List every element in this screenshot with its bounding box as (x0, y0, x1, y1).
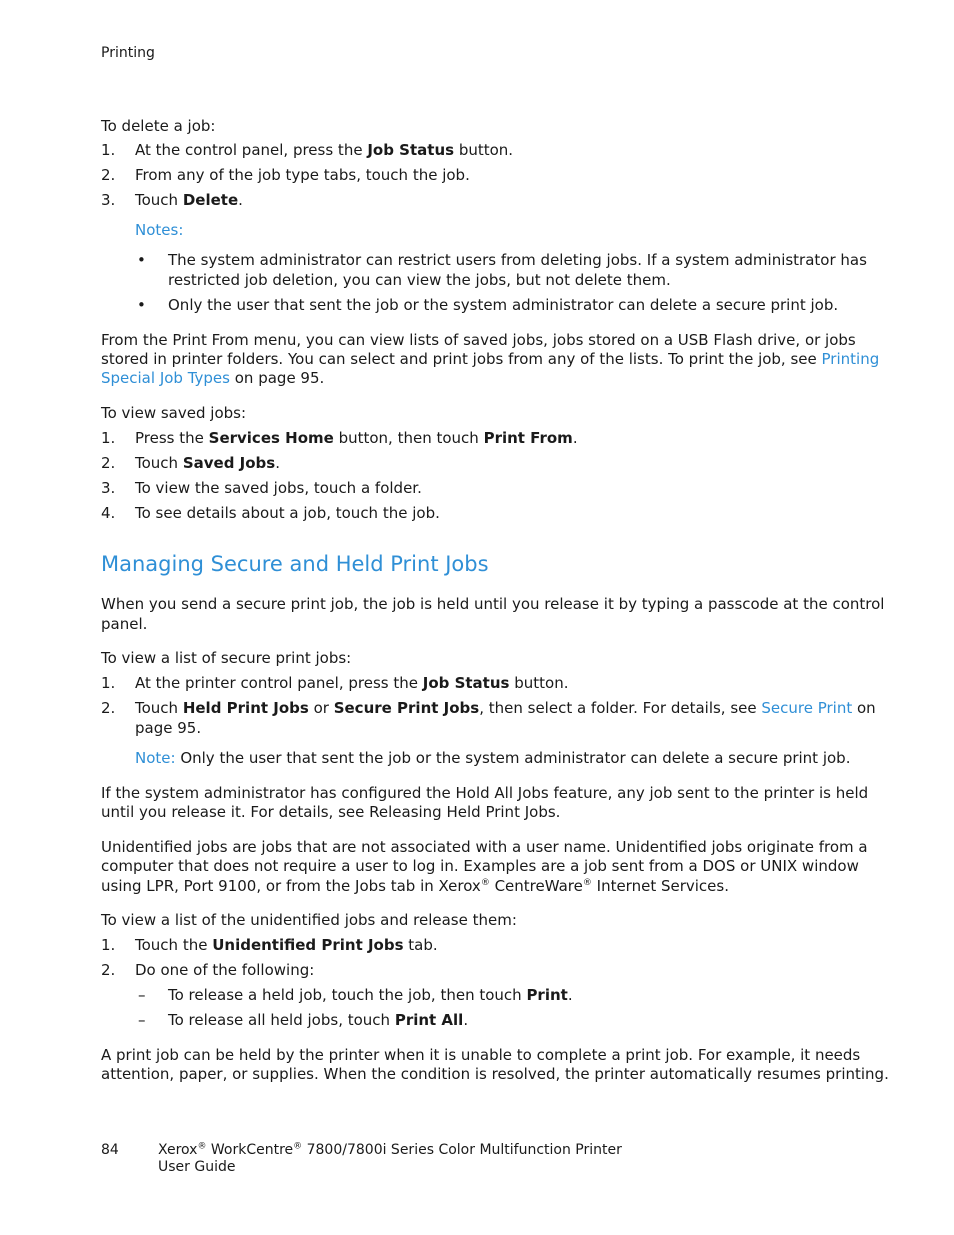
saved-step-1: Press the Services Home button, then touch Print From. (135, 429, 578, 447)
unidentified-line-3: using LPR, Port 9100, or from the Jobs tab in Xerox® CentreWare® Internet Services. (101, 877, 729, 895)
printing-special-job-types-link[interactable]: Printing (821, 350, 880, 368)
footer-product-line: Xerox® WorkCentre® 7800/7800i Series Color Multifunction Printer (158, 1141, 622, 1158)
saved-step-3: To view the saved jobs, touch a folder. (135, 479, 422, 497)
unidentified-line-1: Unidentified jobs are jobs that are not associated with a user name. Unidentified jobs originate from a (101, 838, 868, 856)
secure-intro: To view a list of secure print jobs: (101, 649, 352, 667)
bullet-icon: • (137, 251, 146, 269)
notes-label: Notes: (135, 221, 184, 239)
hold-all-line-1: If the system administrator has configured the Hold All Jobs feature, any job sent to the printer is held (101, 784, 869, 802)
delete-step-3: Touch Delete. (135, 191, 243, 209)
step-number: 2. (101, 454, 116, 472)
sub-step-2: To release all held jobs, touch Print All. (168, 1011, 469, 1029)
note-1-line-1: The system administrator can restrict users from deleting jobs. If a system administrator has (168, 251, 867, 269)
secure-step-2: Touch Held Print Jobs or Secure Print Jobs, then select a folder. For details, see Secure Print on (135, 699, 876, 717)
step-number: 4. (101, 504, 116, 522)
step-number: 2. (101, 166, 116, 184)
hold-all-line-2: until you release it. For details, see Releasing Held Print Jobs. (101, 803, 561, 821)
print-from-line-3: Special Job Types on page 95. (101, 369, 325, 387)
sub-step-1: To release a held job, touch the job, then touch Print. (168, 986, 573, 1004)
delete-job-intro: To delete a job: (101, 117, 216, 135)
print-from-line-2: stored in printer folders. You can select and print jobs from any of the lists. To print the job, see Printing (101, 350, 880, 368)
secure-step-2-line-2: page 95. (135, 719, 202, 737)
saved-step-4: To see details about a job, touch the job. (135, 504, 440, 522)
step-number: 2. (101, 699, 116, 717)
page-number: 84 (101, 1142, 119, 1158)
step-number: 3. (101, 191, 116, 209)
step-number: 1. (101, 674, 116, 692)
section-heading: Managing Secure and Held Print Jobs (101, 552, 489, 576)
secure-p1-line-1: When you send a secure print job, the job is held until you release it by typing a passcode at the control (101, 595, 885, 613)
saved-step-2: Touch Saved Jobs. (135, 454, 280, 472)
step-number: 3. (101, 479, 116, 497)
bullet-icon: • (137, 296, 146, 314)
held-line-2: attention, paper, or supplies. When the condition is resolved, the printer automatically resumes printing. (101, 1065, 889, 1083)
secure-step-1: At the printer control panel, press the Job Status button. (135, 674, 569, 692)
running-header: Printing (101, 45, 155, 61)
step-number: 1. (101, 141, 116, 159)
delete-step-2: From any of the job type tabs, touch the job. (135, 166, 470, 184)
secure-note: Note: Only the user that sent the job or the system administrator can delete a secure print job. (135, 749, 851, 767)
unidentified-intro: To view a list of the unidentified jobs and release them: (101, 911, 517, 929)
note-label: Note: (135, 749, 176, 767)
print-from-line-1: From the Print From menu, you can view lists of saved jobs, jobs stored on a USB Flash drive, or jobs (101, 331, 856, 349)
unidentified-step-1: Touch the Unidentified Print Jobs tab. (135, 936, 438, 954)
unidentified-step-2: Do one of the following: (135, 961, 315, 979)
unidentified-line-2: computer that does not require a user to log in. Examples are a job sent from a DOS or UNIX window (101, 857, 859, 875)
footer-guide-title: User Guide (158, 1159, 236, 1175)
step-number: 2. (101, 961, 116, 979)
saved-jobs-intro: To view saved jobs: (101, 404, 247, 422)
dash-icon: – (138, 986, 146, 1004)
dash-icon: – (138, 1011, 146, 1029)
step-number: 1. (101, 936, 116, 954)
step-number: 1. (101, 429, 116, 447)
secure-p1-line-2: panel. (101, 615, 148, 633)
note-2: Only the user that sent the job or the system administrator can delete a secure print job. (168, 296, 839, 314)
delete-step-1: At the control panel, press the Job Status button. (135, 141, 514, 159)
secure-print-link[interactable]: Secure Print (761, 699, 853, 717)
held-line-1: A print job can be held by the printer when it is unable to complete a print job. For example, it needs (101, 1046, 861, 1064)
printing-special-job-types-link[interactable]: Special Job Types (101, 369, 230, 387)
note-1-line-2: restricted job deletion, you can view the jobs, but not delete them. (168, 271, 671, 289)
